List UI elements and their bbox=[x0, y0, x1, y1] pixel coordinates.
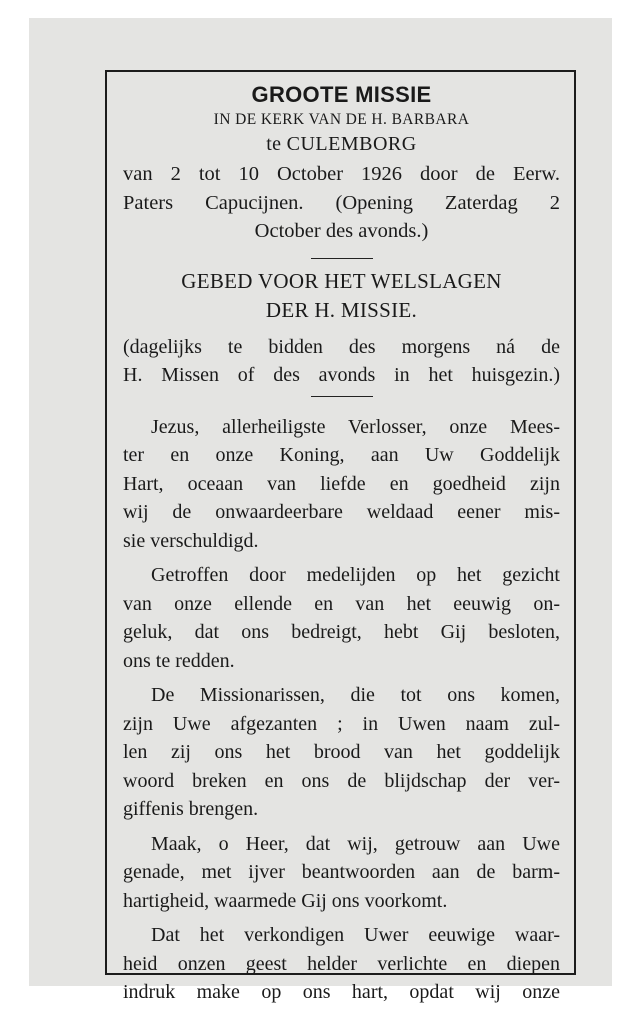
prayer-text bbox=[123, 413, 560, 1007]
prayer-heading-line: GEBED VOOR HET WELSLAGEN bbox=[181, 268, 502, 293]
prayer-line: genade, met ijver beantwoorden aan de barm- bbox=[123, 861, 560, 883]
prayer-paragraph bbox=[123, 681, 560, 824]
dates-line: October des avonds.) bbox=[254, 220, 429, 242]
prayer-paragraph bbox=[123, 413, 560, 556]
prayer-paragraph bbox=[123, 561, 560, 675]
instruction-line: (dagelijks te bidden des morgens ná de bbox=[123, 335, 560, 358]
prayer-line: Maak, o Heer, dat wij, getrouw aan Uwe bbox=[151, 832, 560, 855]
prayer-line: Jezus, allerheiligste Verlosser, onze Mees- bbox=[151, 415, 560, 438]
church-line: IN DE KERK VAN DE H. BARBARA bbox=[213, 111, 470, 128]
prayer-line: giffenis brengen. bbox=[123, 798, 259, 820]
prayer-line: wij de onwaardeerbare weldaad eener mis- bbox=[123, 501, 560, 523]
town-name: CULEMBORG bbox=[286, 133, 417, 155]
prayer-line: De Missionarissen, die tot ons komen, bbox=[151, 684, 560, 706]
mission-title: GROOTE MISSIE bbox=[251, 82, 432, 107]
prayer-line: Hart, oceaan van liefde en goedheid zijn bbox=[123, 472, 560, 495]
prayer-line: zijn Uwe afgezanten ; in Uwen naam zul- bbox=[123, 712, 560, 735]
prayer-line: indruk make op ons hart, opdat wij onze bbox=[123, 981, 560, 1003]
prayer-line: Dat het verkondigen Uwer eeuwige waar- bbox=[151, 924, 560, 946]
town-prefix: te bbox=[266, 133, 282, 155]
prayer-line: woord breken en ons de blijdschap der ver- bbox=[123, 769, 560, 792]
dates-line: Paters Capucijnen. (Opening Zaterdag 2 bbox=[123, 191, 560, 214]
prayer-paragraph bbox=[123, 830, 560, 916]
prayer-line: van onze ellende en van het eeuwig on- bbox=[123, 592, 560, 615]
prayer-line: Getroffen door medelijden op het gezicht bbox=[151, 564, 560, 586]
prayer-line: hartigheid, waarmede Gij ons voorkomt. bbox=[123, 889, 448, 912]
prayer-paragraph bbox=[123, 921, 560, 1007]
dates-line: van 2 tot 10 October 1926 door de Eerw. bbox=[123, 163, 560, 185]
prayer-line: heid onzen geest helder verlichte en diepen bbox=[123, 952, 560, 975]
prayer-line: ons te redden. bbox=[123, 649, 235, 672]
town-line bbox=[123, 130, 560, 158]
prayer-instruction bbox=[123, 333, 560, 390]
prayer-heading bbox=[123, 267, 560, 325]
memorial-card bbox=[29, 18, 612, 1003]
instruction-line: H. Missen of des avonds in het huisgezin.) bbox=[123, 364, 560, 386]
prayer-line: ter en onze Koning, aan Uw Goddelijk bbox=[123, 444, 560, 466]
prayer-heading-line: DER H. MISSIE. bbox=[265, 297, 418, 322]
prayer-line: sie verschuldigd. bbox=[123, 529, 259, 552]
section-divider bbox=[311, 258, 373, 259]
section-divider bbox=[311, 396, 373, 397]
prayer-line: len zij ons het brood van het goddelijk bbox=[123, 741, 560, 763]
prayer-line: geluk, dat ons bedreigt, hebt Gij besloten, bbox=[123, 621, 560, 643]
dates-paragraph bbox=[123, 160, 560, 246]
card-content bbox=[123, 80, 560, 1013]
card-border-frame bbox=[105, 70, 576, 1003]
